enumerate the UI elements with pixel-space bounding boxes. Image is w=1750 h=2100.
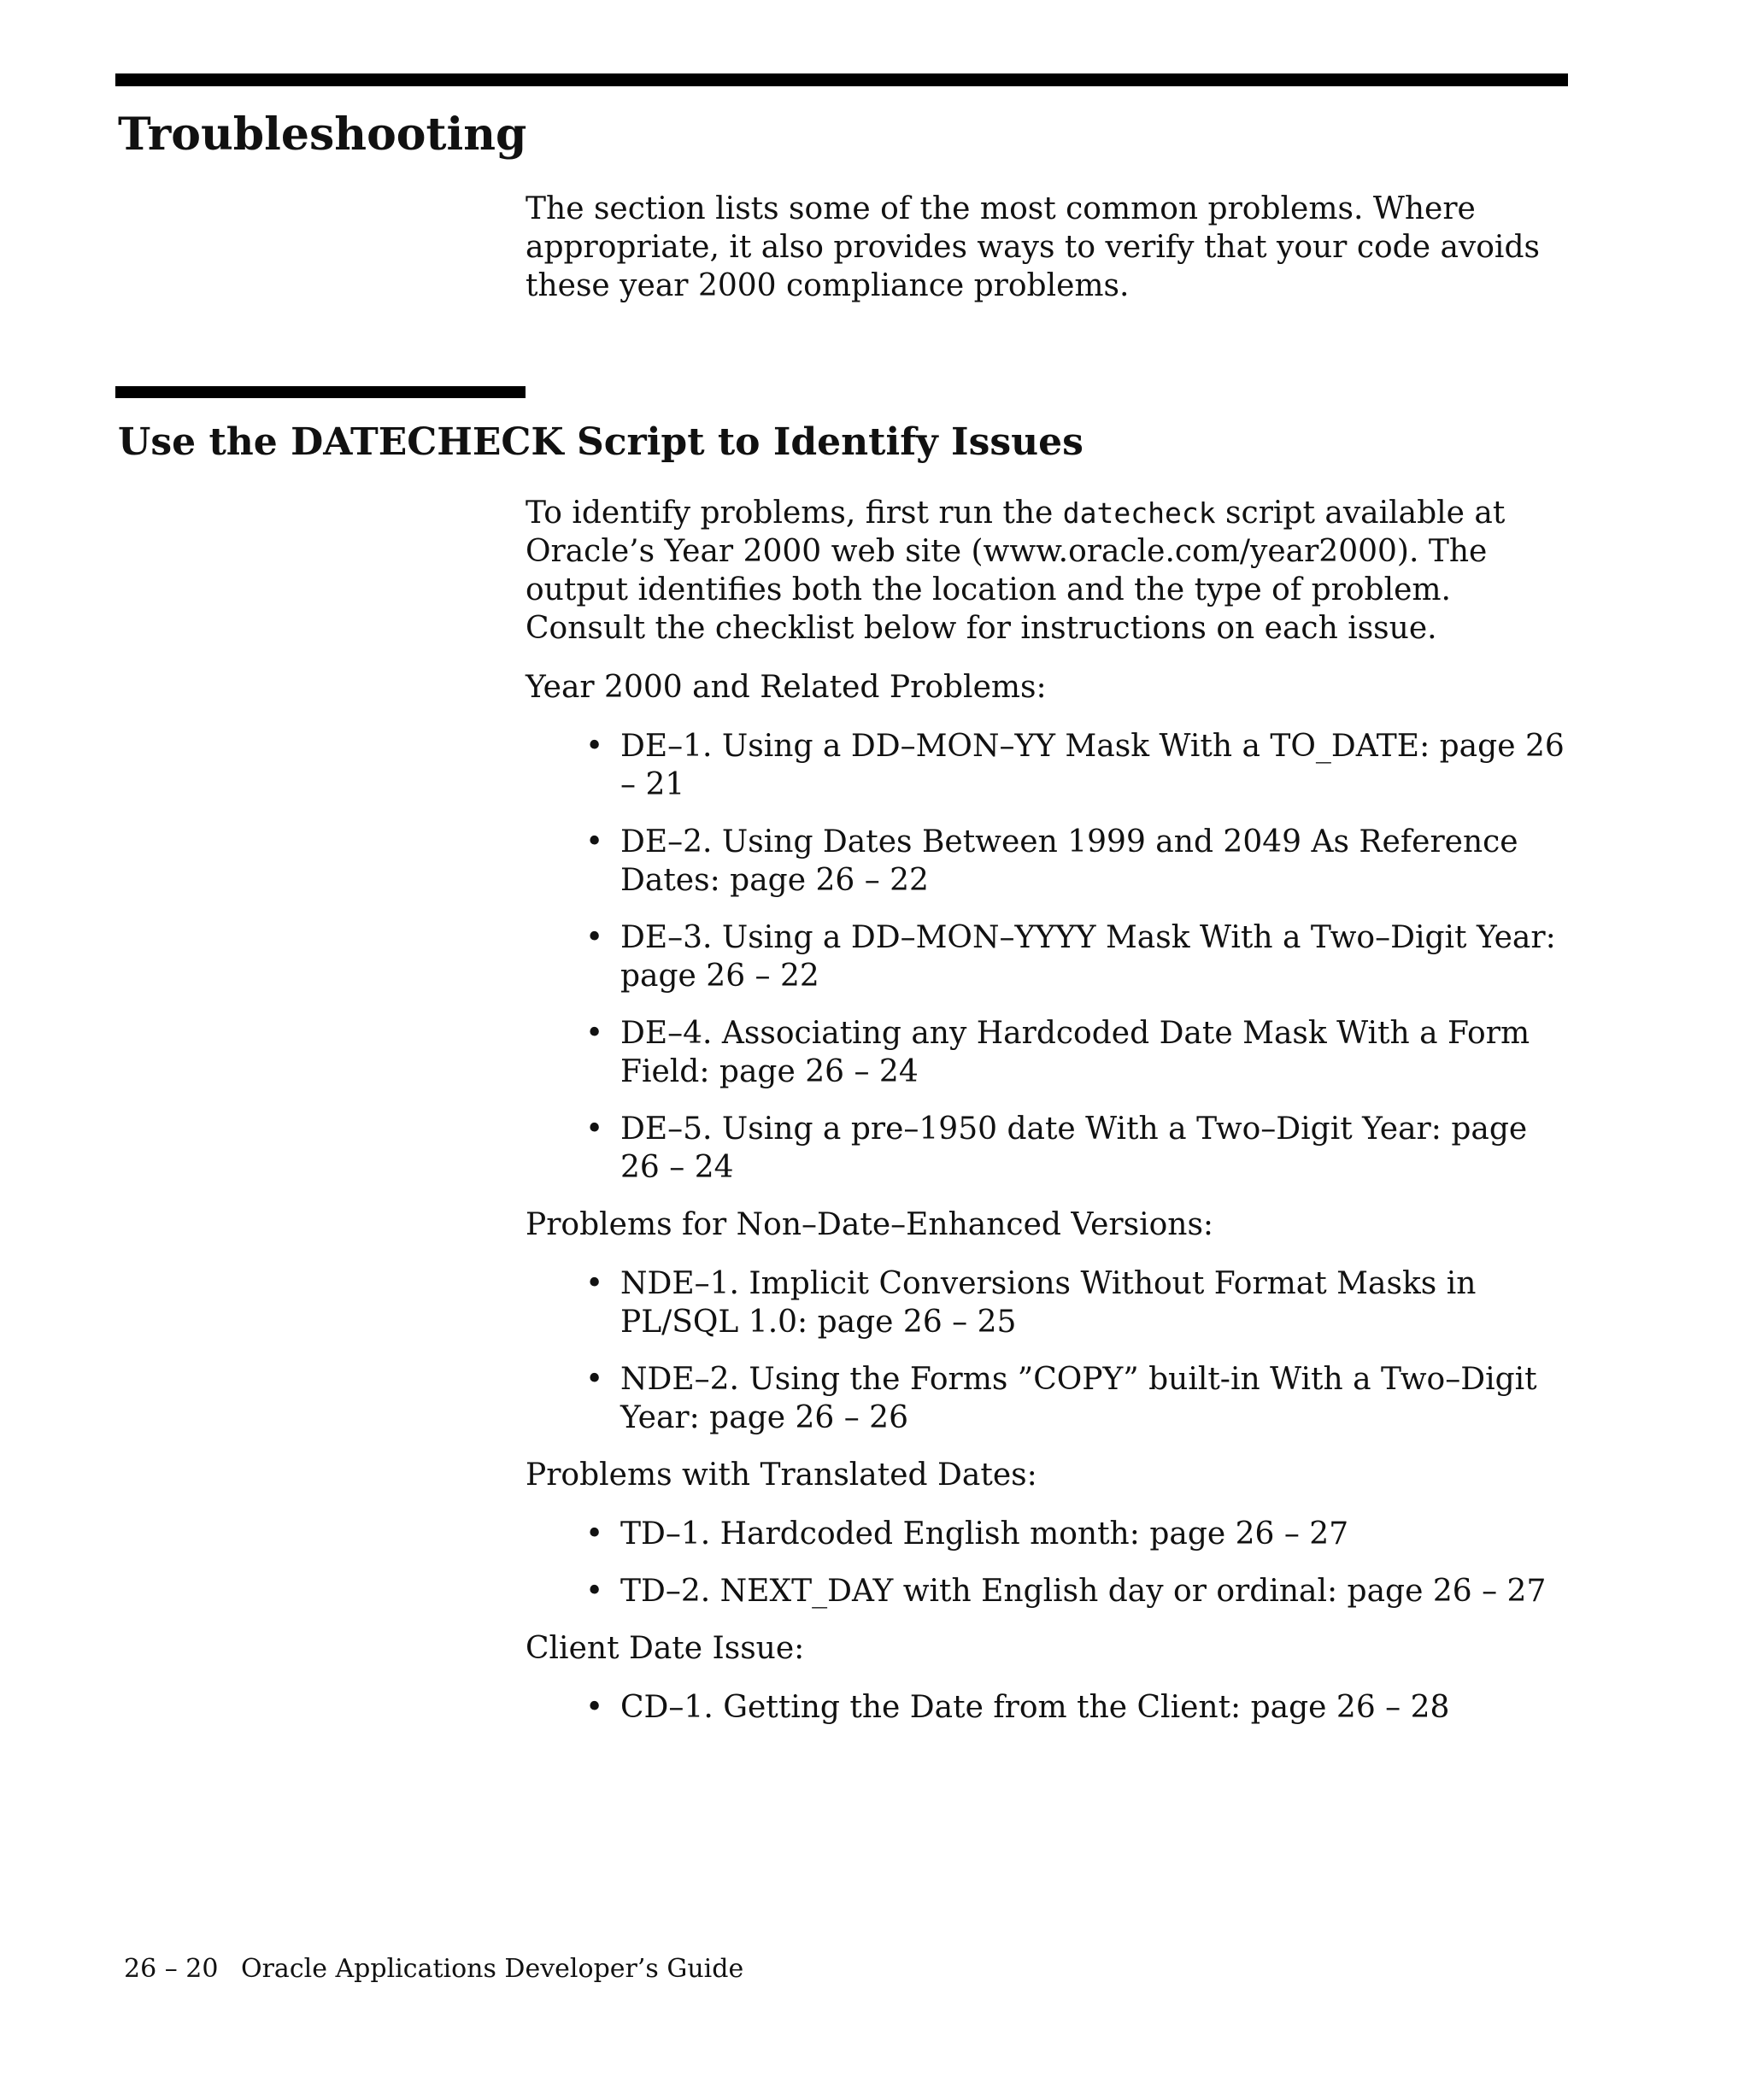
list-item (526, 1515, 1568, 1553)
bullet-icon: • (585, 1266, 604, 1301)
list-item (526, 823, 1568, 900)
top-rule (115, 73, 1568, 86)
page-title: Troubleshooting (118, 109, 527, 161)
list-item (526, 1110, 1568, 1187)
list-item-text: NDE–2. Using the Forms ”COPY” built-in With a Two–Digit Year: page 26 – 26 (620, 1362, 1537, 1435)
group-label: Problems for Non–Date–Enhanced Versions: (526, 1207, 1214, 1242)
section-body (526, 494, 1568, 1745)
bullet-icon: • (585, 1362, 604, 1397)
group-client-date (526, 1629, 1568, 1727)
group-list (526, 1515, 1568, 1610)
list-item (526, 1572, 1568, 1610)
footer-book-title: Oracle Applications Developer’s Guide (241, 1954, 744, 1984)
group-label: Client Date Issue: (526, 1631, 805, 1666)
group-non-date-enhanced (526, 1205, 1568, 1437)
datecheck-code: datecheck (1062, 496, 1216, 530)
para-text-before: To identify problems, first run the (526, 496, 1063, 531)
group-translated-dates (526, 1456, 1568, 1610)
list-item-text: DE–3. Using a DD–MON–YYYY Mask With a Two–Digit Year: page 26 – 22 (620, 920, 1556, 994)
list-item-text: DE–4. Associating any Hardcoded Date Mask With a Form Field: page 26 – 24 (620, 1016, 1530, 1089)
bullet-icon: • (585, 1574, 604, 1609)
bullet-icon: • (585, 824, 604, 859)
group-label: Year 2000 and Related Problems: (526, 670, 1047, 705)
section-rule (115, 386, 526, 398)
page-footer (124, 1952, 743, 1986)
list-item-text: DE–5. Using a pre–1950 date With a Two–Digit Year: page 26 – 24 (620, 1112, 1528, 1185)
list-item (526, 1688, 1568, 1727)
para-text-after: script available at Oracle’s Year 2000 web site (www.oracle.com/year2000). The output identifies both the location and the type of problem. Consult the checklist below for instructions on each issue. (526, 496, 1506, 646)
list-item (526, 727, 1568, 804)
section-title: Use the DATECHECK Script to Identify Issues (118, 420, 1083, 464)
list-item (526, 1360, 1568, 1437)
bullet-icon: • (585, 729, 604, 764)
list-item (526, 918, 1568, 995)
group-list (526, 1688, 1568, 1727)
bullet-icon: • (585, 1516, 604, 1552)
list-item-text: CD–1. Getting the Date from the Client: page 26 – 28 (620, 1690, 1450, 1725)
group-list (526, 727, 1568, 1187)
list-item-text: DE–2. Using Dates Between 1999 and 2049 As Reference Dates: page 26 – 22 (620, 824, 1518, 898)
datecheck-paragraph (526, 494, 1568, 648)
list-item (526, 1014, 1568, 1091)
bullet-icon: • (585, 1112, 604, 1147)
list-item-text: TD–1. Hardcoded English month: page 26 – 27 (620, 1516, 1349, 1552)
list-item-text: NDE–1. Implicit Conversions Without Format Masks in PL/SQL 1.0: page 26 – 25 (620, 1266, 1477, 1340)
list-item (526, 1264, 1568, 1341)
bullet-icon: • (585, 1690, 604, 1725)
group-list (526, 1264, 1568, 1437)
group-label: Problems with Translated Dates: (526, 1458, 1037, 1493)
bullet-icon: • (585, 920, 604, 955)
list-item-text: TD–2. NEXT_DAY with English day or ordinal: page 26 – 27 (620, 1574, 1547, 1609)
footer-page-number: 26 – 20 (124, 1954, 219, 1984)
intro-paragraph: The section lists some of the most common problems. Where appropriate, it also provides ways to verify that your code avoids these year 2000 compliance problems. (526, 191, 1540, 303)
bullet-icon: • (585, 1016, 604, 1051)
list-item-text: DE–1. Using a DD–MON–YY Mask With a TO_DATE: page 26 – 21 (620, 729, 1565, 802)
group-year2000 (526, 668, 1568, 1187)
